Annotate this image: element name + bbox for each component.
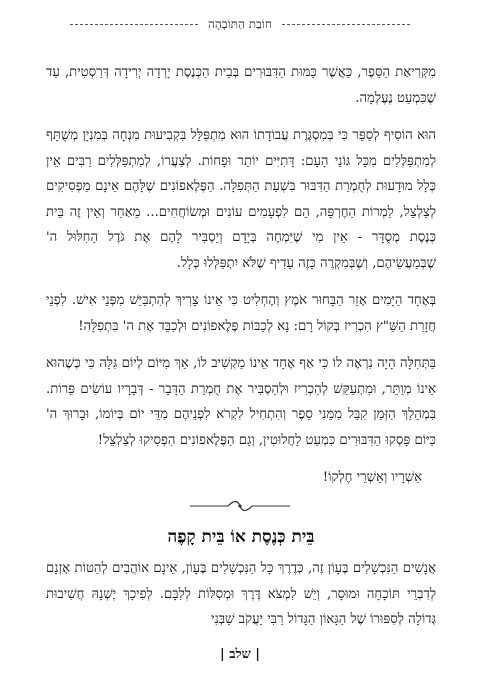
paragraph-4: בַּתְּחִלָּה הָיָה נִרְאֶה לוֹ כִּי אַף אֶחָד אֵינוֹ מַקְשִׁיב לוֹ, אַךְ מִיּוֹם לְיוֹם גִּלָּה כִּי כְּשֶׁהוּא אֵינוֹ מְוַתֵּר, וּמִתְעַקֵּשׁ לְהַכְרִיז וּלְהַסְבִּיר אֶת חֻמְרַת הַדָּבָר - דְּבָרָיו עוֹשִׂים פֵּרוֹת. בִּמְהֵלַךְ הַזְּמַן קִבֵּל מִמֵּנִי סֵפֶר וְהִתְחִיל לִקְרֹא לִפְנֵיהֶם מִדֵּי יוֹם בְּיוֹמוֹ, וּבָרוּךְ ה' כַּיּוֹם פָּסְקוּ הַדִּבּוּרִים כִּמְעַט לַחֲלוּטִין, וְגַם הַפֶּלֶאפוֹנִים הִפְסִיקוּ לְצַלְצֵל!: [46, 356, 436, 448]
section-paragraph: אֲנָשִׁים הַנִּכְשָׁלִים בֶּעָוֹן זֶה, כְּדֶרֶךְ כָּל הַנִּכְשָׁלִים בֶּעָוֹן, אֵינָם אוֹהֲבִים לְהַטּוֹת אָזְנָם לְדִבְרֵי תּוֹכָחָה וּמוּסָר, וְיֵשׁ לִמְצֹא דֶּרֶךְ וּמְסִלּוֹת לְלִבָּם. לְפִיכָךְ יֶשְׁנָהּ חֲשִׁיבוּת גְּדוֹלָה לְסִפּוּרוֹ שֶׁל הַגָּאוֹן הַגָּדוֹל רַבִּי יַעֲקֹב שַׁבְּנִי: [46, 561, 436, 627]
paragraph-3: בְּאֶחָד הַיָּמִים אָזַר הַבָּחוּר אֹמֶץ וְהֶחְלִיט כִּי אֵינוֹ צָרִיךְ לְהִתְבַּיֵּשׁ מִפְּנֵי אִישׁ. לִפְנֵי חֲזָרַת הַשַּׁ"ץ הִכְרִיז בְּקוֹל רָם: נָא לְכַבּוֹת פֶּלֶאפוֹנִים וּלְכַבֵּד אֶת ה' בִּתְפִלָּה!: [46, 293, 436, 334]
header-rule-right: [282, 24, 410, 25]
running-title: חוֹבַת הַתּוֹבָהָה: [208, 16, 272, 31]
paragraph-1: מִקְּרִיאַת הַסֵּפֶר, כַּאֲשֶׁר כַּמּוּת הַדִּבּוּרִים בְּבֵית הַכְּנֶסֶת יָרְדָה יְרִידָה דְּרַסְטִית, עַד שֶׁכִּמְעַט נֶעֶלְמָה.: [46, 65, 436, 106]
header-rule-left: [70, 24, 198, 25]
main-text: [46, 60, 436, 503]
paragraph-5: אַשְׁרָיו וְאַשְׁרֵי חֶלְקוֹ!: [322, 470, 422, 485]
section-divider-ornament: [188, 498, 292, 514]
section-title: בֵּית כְּנֶסֶת אוֹ בֵּית קָפֶה: [167, 527, 315, 547]
running-header: [70, 14, 410, 34]
section-text: [46, 556, 436, 645]
paragraph-2: הוּא הוֹסִיף לְסַפֵּר כִּי בְּמִסְגֶּרֶת עֲבוֹדָתוֹ הוּא מִתְפַּלֵּל בִּקְבִיעוּת מִנְחָה בְּמִנְיָן מְשֻׁתָּף לְמִתְפַּלְּלִים מִכָּל גּוֹנֵי הָעָם: דָּתִיִּים יוֹתֵר וּפָחוֹת. לְצַעֲרוֹ, לְמִתְפַּלְּלִים רַבִּים אֵין כְּלָל מוּדָעוּת לְחֻמְרַת הַדִּבּוּר בִּשְׁעַת הַתְּפִלָּה. הַפֶּלֶאפוֹנִים שֶׁלָּהֶם אֵינָם מַפְסִיקִים לְצַלְצֵל, לַמְרוֹת הַחֶרְפָּה, הֵם לִפְעָמִים עוֹנִים וּמְשׂוֹחֲחִים... מֵאַחַר וְאֵין זֶה בֵּית כְּנֶסֶת מְסֻדָּר - אֵין מִי שֶׁיִּמְחֶה בְּיָדָם וְיַסְבִּיר לָהֶם אֶת גֹּדֶל הַחִלּוּל ה' שֶׁבְּמַעֲשֵׂיהֶם, וְשֶׁבְּמִקְרֶה כָּזֶה עָדִיף שֶׁלֹּא יִתְפַּלְּלוּ כְּלָל.: [46, 128, 436, 271]
page-number: | שלב |: [219, 647, 261, 662]
